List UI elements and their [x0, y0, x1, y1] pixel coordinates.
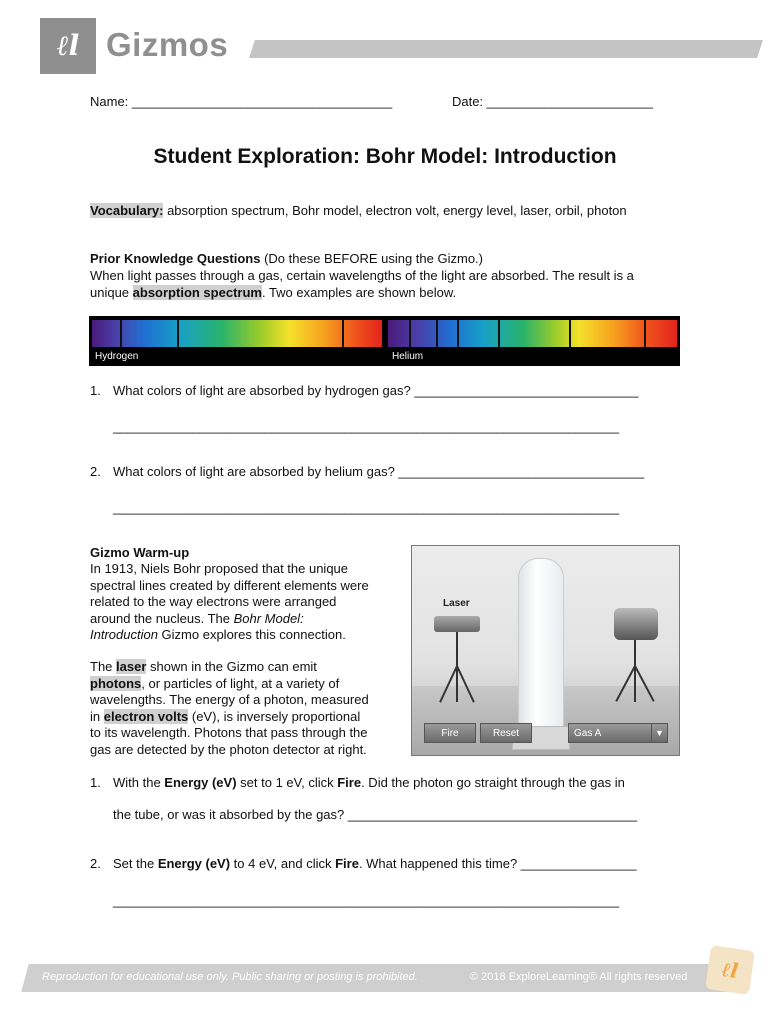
prior-knowledge-heading: Prior Knowledge Questions	[90, 251, 261, 266]
fire-term: Fire	[337, 775, 362, 790]
absorption-line	[569, 320, 571, 347]
w2-mid: to 4 eV, and click	[230, 856, 336, 871]
helium-label: Helium	[392, 351, 424, 362]
page-header	[0, 0, 770, 80]
prior-text-post: . Two examples are shown below.	[261, 285, 457, 300]
prior-text-pre: unique	[90, 285, 133, 300]
vocabulary-label: Vocabulary:	[90, 203, 164, 218]
absorption-line	[436, 320, 438, 347]
reset-button: Reset	[480, 723, 532, 743]
absorption-line	[177, 320, 179, 347]
warmup-p2-line-6: gas are detected by the photon detector at right.	[90, 742, 367, 757]
warmup-p2-line-2	[90, 676, 339, 692]
brand-name: Gizmos	[106, 26, 229, 63]
prior-text-line-1: When light passes through a gas, certain wavelengths of the light are absorbed. The result is a	[90, 268, 634, 283]
warmup-p2-line-5: to its wavelength. Photons that pass through the	[90, 725, 368, 740]
hydrogen-label: Hydrogen	[95, 351, 139, 362]
w2-post: . What happened this time? ________________	[358, 856, 637, 871]
header-decorative-bar	[249, 40, 763, 58]
warmup-p1-text-2: Gizmo explores this connection.	[157, 627, 346, 642]
warmup-question-1-number: 1.	[90, 775, 101, 790]
w1-pre: With the	[113, 775, 165, 790]
laser-icon	[434, 616, 480, 632]
warmup-p1-line-2: spectral lines created by different elements were	[90, 578, 369, 593]
date-field-line: Date: _______________________	[452, 94, 653, 109]
warmup-question-2-number: 2.	[90, 856, 101, 871]
fire-button: Fire	[424, 723, 476, 743]
fire-term-2: Fire	[335, 856, 359, 871]
question-2-number: 2.	[90, 464, 101, 479]
prior-knowledge-heading-line	[90, 251, 483, 267]
vocabulary-terms: absorption spectrum, Bohr model, electron volt, energy level, laser, orbil, photon	[163, 203, 627, 218]
warmup-p1-line-4	[90, 611, 304, 627]
question-1-text: What colors of light are absorbed by hydrogen gas? _______________________________	[113, 383, 639, 398]
spectra-figure	[89, 316, 680, 366]
footer-reproduction-notice: Reproduction for educational use only. Public sharing or posting is prohibited.	[42, 971, 418, 983]
question-1-answer-line: ______________________________________________________________________	[113, 419, 620, 434]
helium-spectrum	[388, 320, 677, 347]
page-title: Student Exploration: Bohr Model: Introduction	[153, 145, 617, 168]
warmup-heading	[90, 545, 189, 561]
chevron-down-icon: ▼	[651, 724, 667, 742]
energy-ev-term: Energy (eV)	[164, 775, 237, 790]
w1-mid: set to 1 eV, click	[236, 775, 338, 790]
absorption-line	[457, 320, 459, 347]
name-field-line: Name: ____________________________________	[90, 94, 393, 109]
absorption-line	[120, 320, 122, 347]
absorption-spectrum-term: absorption spectrum	[132, 285, 262, 300]
w2-pre: Set the	[113, 856, 158, 871]
warmup-p2-text-4: in	[90, 709, 104, 724]
warmup-p2-line-3: wavelengths. The energy of a photon, measured	[90, 692, 369, 707]
gizmo-screenshot	[411, 545, 680, 756]
warmup-p1-text: around the nucleus. The	[90, 611, 234, 626]
explorelearning-logo-icon: ℓl	[720, 956, 740, 983]
gas-tube	[518, 558, 564, 743]
photons-term: photons	[90, 676, 142, 691]
warmup-p2-text-5: (eV), is inversely proportional	[188, 709, 361, 724]
absorption-line	[498, 320, 500, 347]
prior-text-line-2	[90, 285, 456, 301]
prior-knowledge-note: (Do these BEFORE using the Gizmo.)	[260, 251, 483, 266]
laser-label: Laser	[443, 598, 470, 609]
energy-ev-term-2: Energy (eV)	[157, 856, 231, 871]
vocabulary-line	[90, 203, 627, 219]
warmup-question-1-line-2: the tube, or was it absorbed by the gas? ________________________________________	[113, 807, 638, 822]
absorption-line	[644, 320, 646, 347]
gizmos-logo	[40, 18, 96, 74]
warmup-p1-line-5	[90, 627, 346, 643]
warmup-p2-text: The	[90, 659, 117, 674]
footer-logo	[705, 945, 755, 995]
laser-term: laser	[116, 659, 147, 674]
warmup-p1-line-3: related to the way electrons were arranged	[90, 594, 337, 609]
warmup-p2-text-2: shown in the Gizmo can emit	[146, 659, 317, 674]
absorption-line	[409, 320, 411, 347]
warmup-p2-text-3: , or particles of light, at a variety of	[141, 676, 340, 691]
warmup-heading-text: Gizmo Warm-up	[90, 545, 190, 560]
gas-select	[568, 723, 668, 743]
electron-volts-term: electron volts	[103, 709, 189, 724]
question-1-number: 1.	[90, 383, 101, 398]
warmup-question-2-answer-line: ______________________________________________________________________	[113, 893, 620, 908]
question-2-answer-line: ______________________________________________________________________	[113, 500, 620, 515]
question-2-text: What colors of light are absorbed by helium gas? __________________________________	[113, 464, 645, 479]
gizmo-title-italic-2: Introduction	[90, 627, 158, 642]
hydrogen-spectrum	[92, 320, 382, 347]
gas-select-value: Gas A	[574, 727, 602, 739]
gizmo-title-italic: Bohr Model:	[233, 611, 304, 626]
warmup-p2-line-4	[90, 709, 360, 725]
w1-post: . Did the photon go straight through the gas in	[361, 775, 625, 790]
explorelearning-logo-icon: ℓl	[56, 29, 80, 62]
photon-detector-icon	[614, 608, 658, 640]
warmup-question-2-text	[113, 856, 637, 872]
warmup-question-1-text	[113, 775, 625, 791]
warmup-p2-line-1	[90, 659, 317, 675]
warmup-p1-line-1: In 1913, Niels Bohr proposed that the unique	[90, 561, 349, 576]
footer-copyright: © 2018 ExploreLearning® All rights reserved	[470, 971, 688, 983]
absorption-line	[342, 320, 344, 347]
